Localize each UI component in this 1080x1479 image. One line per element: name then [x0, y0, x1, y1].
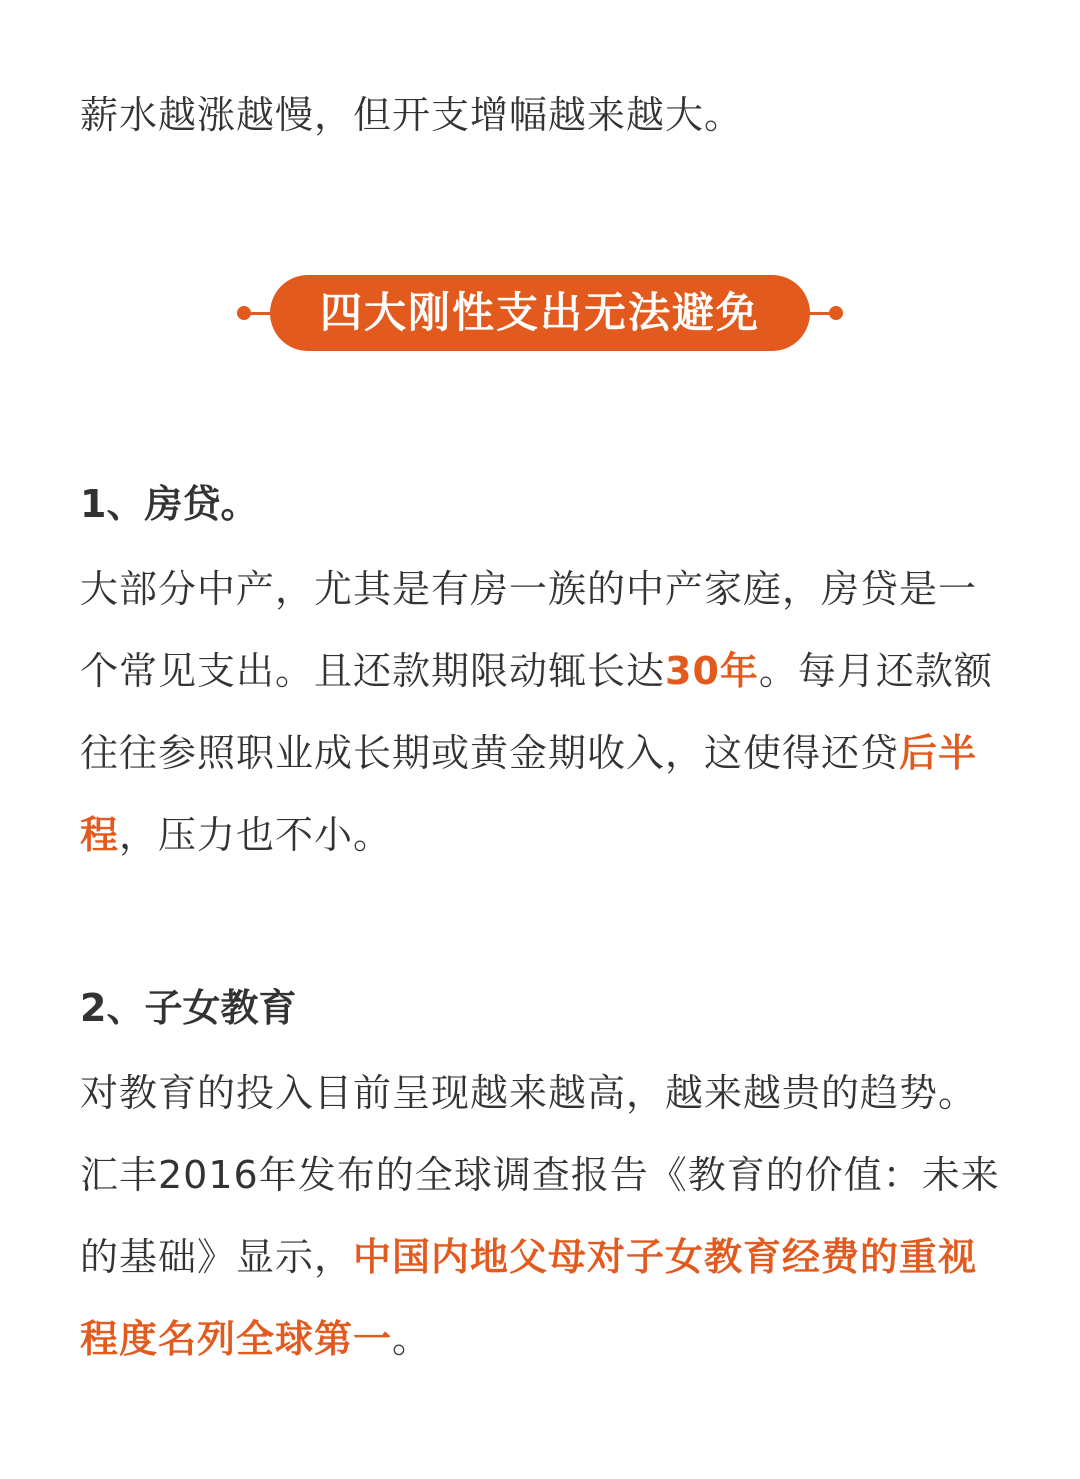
highlight-segment: 30年: [665, 649, 759, 693]
highlight-segment: 中国内地父母对子女教育经费的重视程度名列全球第一: [80, 1235, 978, 1361]
body-segment: ，压力也不小。: [119, 813, 393, 857]
section-heading: [0, 275, 1080, 351]
body-segment: 。每月还款额往往参照职业成长期或黄金期收入，这使得还贷: [80, 649, 993, 775]
body-segment: 对教育的投入目前呈现越来越高，越来越贵的趋势。汇丰2016年发布的全球调查报告《教育的价值：未来的基础》显示，: [80, 1071, 1000, 1279]
highlight-segment: 后半程: [80, 731, 978, 857]
item-title-education: 2、子女教育: [80, 986, 297, 1030]
section-heading-pill: 四大刚性支出无法避免: [270, 275, 810, 351]
heading-right-line-ornament: [802, 312, 832, 315]
item-body-education: [80, 1052, 1000, 1380]
intro-paragraph: 薪水越涨越慢，但开支增幅越来越大。: [80, 93, 744, 137]
item-body-mortgage: [80, 548, 1000, 876]
body-segment: 。: [392, 1317, 432, 1361]
body-segment: 大部分中产，尤其是有房一族的中产家庭，房贷是一个常见支出。且还款期限动辄长达: [80, 567, 978, 693]
item-title-mortgage: 1、房贷。: [80, 482, 259, 526]
heading-right-dot-ornament: [829, 306, 843, 320]
